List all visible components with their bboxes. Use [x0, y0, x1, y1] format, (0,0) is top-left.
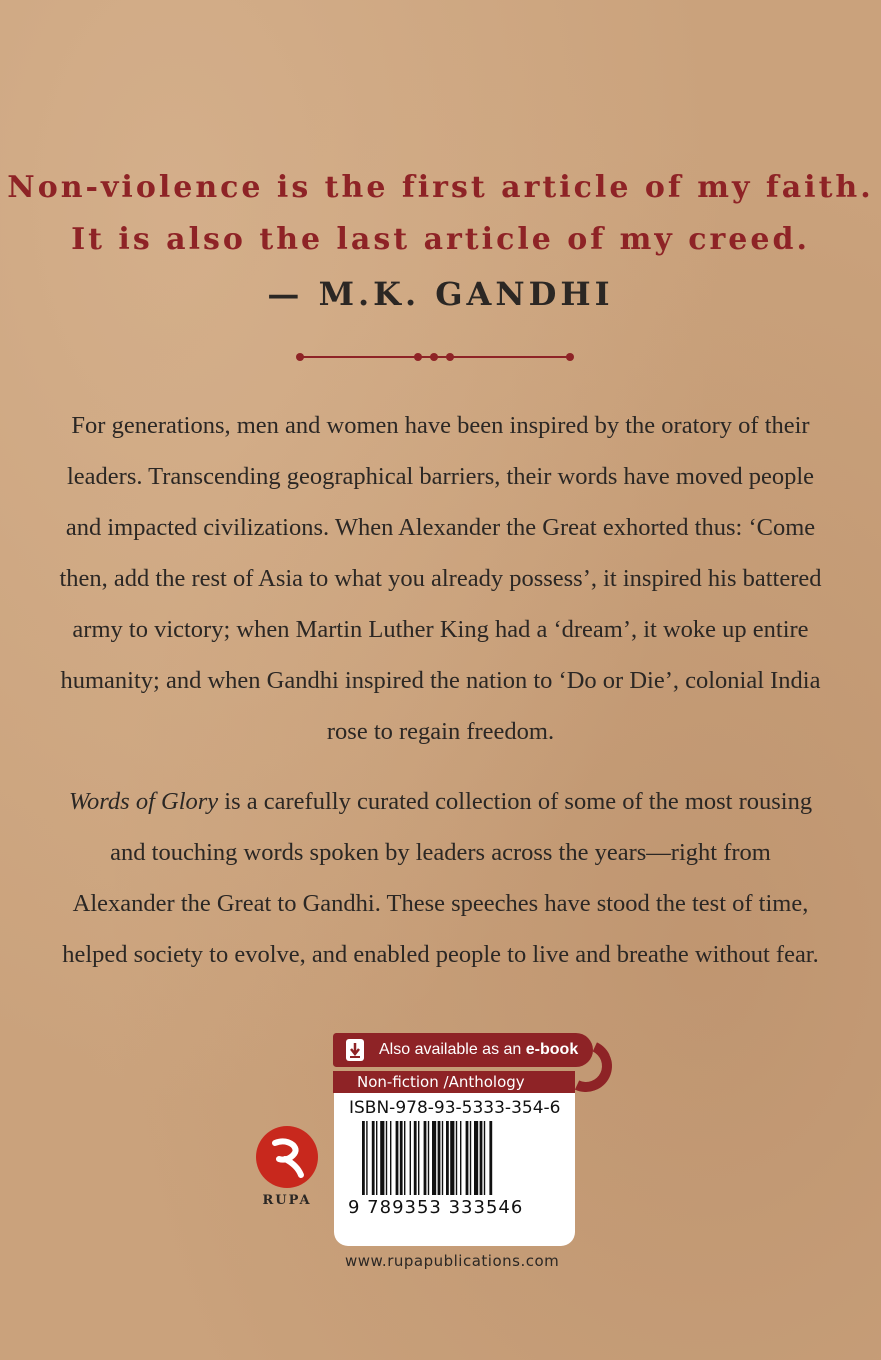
barcode-bar — [442, 1121, 443, 1195]
barcode-bar — [390, 1121, 391, 1195]
publisher-website: www.rupapublications.com — [345, 1252, 560, 1270]
barcode-bar — [474, 1121, 478, 1195]
barcode-bar — [460, 1121, 461, 1195]
ebook-label — [379, 1041, 578, 1059]
barcode-bar — [380, 1121, 384, 1195]
barcode-bar — [489, 1121, 492, 1195]
barcode-bar — [446, 1121, 449, 1195]
barcode-bar — [418, 1121, 419, 1195]
divider-ornament-icon — [296, 350, 574, 364]
barcode-bar — [484, 1121, 485, 1195]
barcode-bar — [366, 1121, 367, 1195]
barcode — [362, 1121, 552, 1195]
description-paragraph-1: For generations, men and women have been inspired by the oratory of their leaders. Transcending geographical barriers, their words have moved people and impacted civilizations. When Alexander the Great exhorted thus: ‘Come then, add the rest of Asia to what you already possess’, it inspired his battered army to victory; when Martin Luther King had a ‘dream’, it woke up entire humanity; and when Gandhi inspired the nation to ‘Do or Die’, colonial India rose to regain freedom. — [59, 412, 822, 745]
publisher-name: RUPA — [262, 1193, 312, 1208]
barcode-bar — [396, 1121, 399, 1195]
quote-line-1: Non-violence is the first article of my faith. — [7, 170, 874, 205]
barcode-panel — [334, 1093, 575, 1246]
barcode-bar — [438, 1121, 441, 1195]
category-label: Non-fiction /Anthology — [333, 1071, 575, 1093]
rupa-logo-icon — [255, 1125, 319, 1189]
ebook-label-prefix: Also available as an — [379, 1041, 526, 1058]
barcode-bar — [466, 1121, 469, 1195]
quote-line-2: It is also the last article of my creed. — [71, 222, 810, 257]
barcode-bar — [386, 1121, 387, 1195]
barcode-bar — [404, 1121, 405, 1195]
isbn-text: ISBN-978-93-5333-354-6 — [349, 1098, 561, 1118]
description-paragraph-2-text: is a carefully curated collection of some of the most rousing and touching words spoken by leaders across the years—right from Alexander the Great to Gandhi. These speeches have stood the test of time, helped society to evolve, and enabled people to live and breathe without fear. — [62, 788, 819, 968]
barcode-bar — [450, 1121, 454, 1195]
download-icon — [346, 1039, 364, 1061]
ebook-badge — [333, 1033, 593, 1067]
quote-attribution: — M.K. GANDHI — [267, 275, 614, 313]
barcode-bar — [456, 1121, 457, 1195]
barcode-bar — [428, 1121, 429, 1195]
barcode-bar — [424, 1121, 427, 1195]
barcode-bar — [400, 1121, 403, 1195]
book-title: Words of Glory — [68, 788, 219, 815]
barcode-digits: 9 789353 333546 — [348, 1197, 524, 1218]
description-paragraph-2 — [58, 776, 823, 980]
barcode-bar — [480, 1121, 483, 1195]
barcode-bar — [414, 1121, 417, 1195]
barcode-bar — [410, 1121, 411, 1195]
barcode-bar — [362, 1121, 365, 1195]
barcode-bar — [376, 1121, 377, 1195]
barcode-bar — [470, 1121, 471, 1195]
barcode-bar — [432, 1121, 436, 1195]
barcode-bar — [372, 1121, 375, 1195]
ebook-label-bold: e-book — [525, 1041, 579, 1058]
